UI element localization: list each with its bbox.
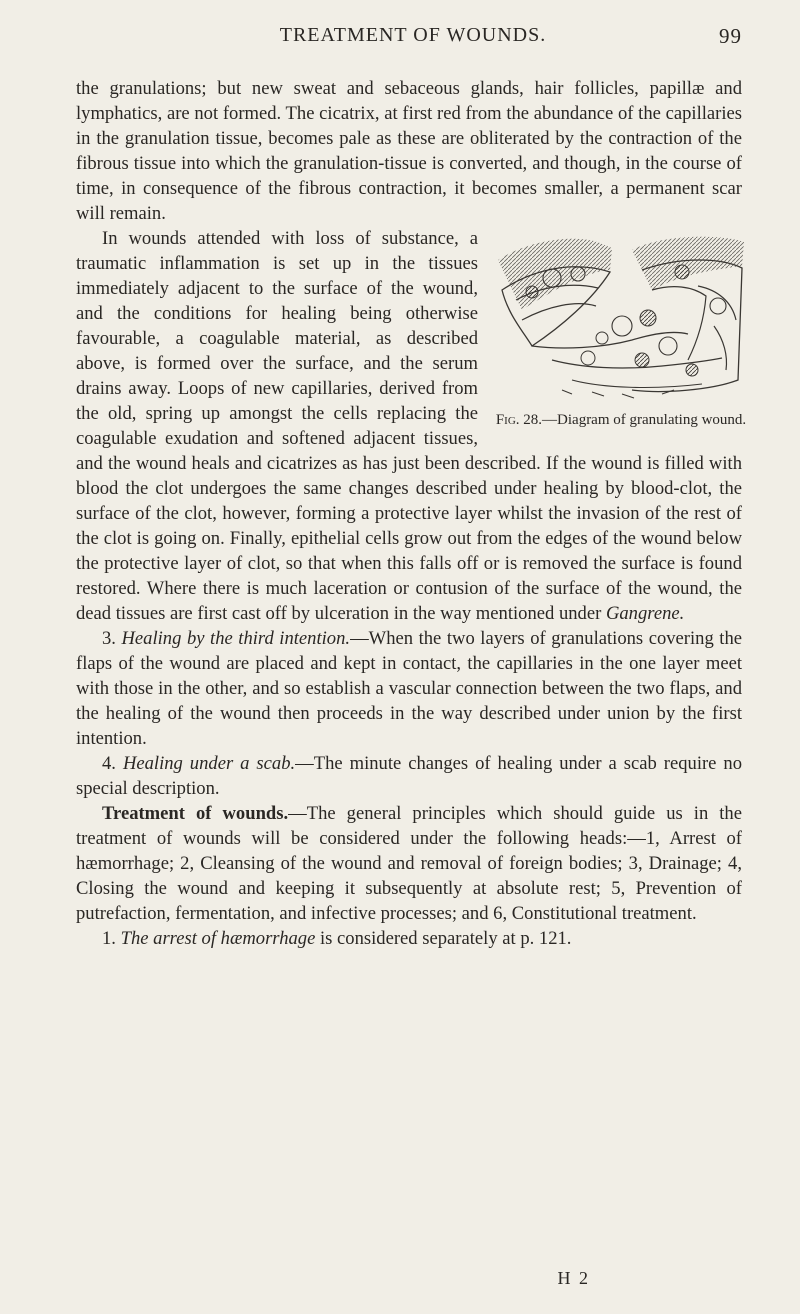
- body-text: [76, 76, 747, 951]
- figure-label: Fig. 28.: [495, 412, 543, 428]
- paragraph-text: In wounds attended with loss of substance, a traumatic inflammation is set up in the tissues immediately adjacent to the surface of the wound, and the conditions for healing being otherwise favourable, a coagulable material, as described above, is formed over the surface, and the serum drains away. Loops of new capillaries, derived from the old, spring up amongst the cells replacing the coagulable exudation and softened adjacent tissues, and the wound heals and cicatrizes as has just been described. If the wound is filled with blood the clot undergoes the same changes described under healing by blood-clot, the surface of the clot, however, forming a protective layer whilst the invasion of the rest of the clot is going on. Finally, epithelial cells grow out from the edges of the wound below the protective layer of clot, so that when this falls off or is removed the surface is found restored. Where there is much laceration or contusion of the surface of the wound, the dead tissues are first cast off by ulceration in the way mentioned under: [76, 228, 742, 624]
- paragraph: [76, 801, 742, 926]
- running-title: TREATMENT OF WOUNDS.: [279, 24, 547, 46]
- paragraph-text: —The minute changes of healing under a scab require no special description.: [76, 753, 742, 799]
- paragraph: the granulations; but new sweat and sebaceous glands, hair follicles, papillæ and lymphatics, are not formed. The cicatrix, at first red from the abundance of the capillaries in the granulation tissue, becomes pale as these are obliterated by the contraction of the fibrous tissue into which the granulation-tissue is converted, and though, in the course of time, in consequence of the fibrous contraction, it becomes smaller, a permanent scar will remain.: [76, 78, 742, 224]
- paragraph: [76, 226, 747, 626]
- page-number: 99: [719, 24, 742, 48]
- paragraph: [76, 626, 742, 751]
- figure-granulating-wound: [492, 230, 750, 431]
- italic-heading: The arrest of hæmorrhage: [120, 928, 316, 949]
- paragraph-text: —The general principles which should guide us in the treatment of wounds will be considered under the following heads:—1, Arrest of hæmorrhage; 2, Cleansing of the wound and removal of foreign bodies; 3, Drainage; 4, Closing the wound and keeping it subsequently at absolute rest; 5, Prevention of putrefaction, fermentation, and infective processes; and 6, Constitutional treatment.: [76, 803, 742, 924]
- paragraph-text: —When the two layers of granulations covering the flaps of the wound are placed and kept in contact, the capillaries in the one layer meet with those in the other, and so establish a vascular connection between the two flaps, and the healing of the wound then proceeds in the way described under union by the first intention.: [76, 628, 742, 749]
- cross-reference: Gangrene.: [605, 603, 685, 624]
- section-heading: Treatment of wounds.: [102, 803, 289, 824]
- signature-mark: H 2: [557, 1268, 590, 1288]
- figure-caption-text: —Diagram of granulating wound.: [542, 412, 747, 428]
- granulating-wound-diagram: [492, 230, 750, 406]
- italic-heading: Healing under a scab.: [122, 753, 296, 774]
- figure-caption: [496, 412, 746, 428]
- item-number: 4.: [102, 753, 116, 774]
- paragraph: [76, 751, 742, 801]
- paragraph: [76, 926, 742, 951]
- italic-heading: Healing by the third intention.: [121, 628, 351, 649]
- paragraph-text: is considered separately at p. 121.: [315, 928, 572, 949]
- item-number: 1.: [102, 928, 116, 949]
- item-number: 3.: [102, 628, 116, 649]
- running-head: [76, 24, 742, 60]
